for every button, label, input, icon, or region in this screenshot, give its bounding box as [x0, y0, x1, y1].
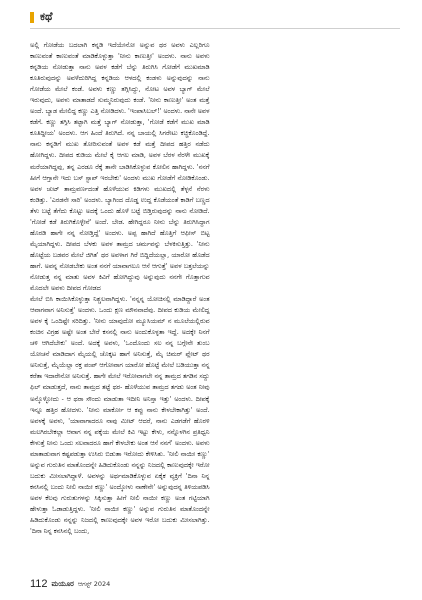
header-divider — [30, 28, 400, 29]
section-header — [30, 10, 53, 24]
section-marker — [30, 12, 34, 23]
story-paragraph: ಮೇಲೆ ಬಿಸಿ ಕಾಯಿಸಿಕೊಳ್ಳುತ್ತಾ ನಿಶ್ಚಲವಾಗಿದ್ದಳು. 'ನನ್ನನ್ನ ಯೋಚಿಸಲ್ಲಿ ಮಾಡಿದ್ದಾರೆ ಅಂತ ಆವಾಗವಾಗ ಅನಿಸುತ್ತೆ' ಅಂದಳು. ಒಂದು ಕ್ಷಣ ಮೌನವಾದೆವು. ದೀಪದ ಕುಡಿಯ ಮೇಲಿದ್ದ ಅವಳ ಕೈ ಒಂದಿಷ್ಟೇ ಸರಿದಿತ್ತು. 'ನೀನು ಯಾವುದೋ ಮ್ಯೂಸಿಯಮ್ ನ ಮೂಲೆಯಲ್ಲಿರುವ ಕಂಚಿನ ವಿಗ್ರಹ ಅಷ್ಟೇ ಅಂತ ಬೇರೆ ಕಸನಲ್ಲಿ ನಾನು ಅಂದುಕೊಳ್ಳತಾ ಇದ್ದೆ. ಅದಕ್ಕೇ ನಿನಗೆ ಚಳಿ ಆಗಿದೆಬೇಕು' ಅಂದೆ. ಅದಕ್ಕೆ ಅವಳು, 'ಒಂದೊಂದು ಸಲ ನನ್ನ ಬಗ್ಗೇನೇ ತುಂಬ ಯೋಚನೆ ಮಾಡಿದಾಗ ಮೈಯಲ್ಲಿ ಚೊಕ್ಕಟ ಹಾಗೆ ಅನಿಸುತ್ತೆ, ಮೈ ಚಿಮರ್ ಪ್ಲೇಟ್ ಥರ ಅನಿಸುತ್ತೆ, ಮೈಯೆಲ್ಲಾ ರಕ್ತ ಪಂಪ್ ಆಗೋವಾಗ ಯಾರೋ ಹೊಟ್ಟೆ ಮೇಲೆ ಬಡಿಯುತ್ತಾ ನನ್ನ ಕರೆತಾ ಇದಾರೇನೋ ಅನಿಸುತ್ತೆ. ಹಾಗೇ ಮೇಲೆ ಇರೋವಾಗಲೇ ನನ್ನ ತಾಮ್ರದ ತಗಡಿನ ಸದ್ದು ಫಿಲ್ ಮಾಡುತ್ತದೆ, ನಾನು ತಾಮ್ರದ ತಟ್ಟೆ ಥರ- ಹೊಳೆಯುವ ತಾಮ್ರದ ತಗಡು ಅಂತ ನೀವು ಅನ್ಕೊಳ್ಳೋದು - ಆ ಥರಾ ಸೌಂದು ಮಾಡುತಾ ಇದೀನಿ ಅನಿಸ್ತಾ ಇತ್ತು' ಅಂದಳು. ದೀಪಕ್ಕೆ ಇನ್ನೂ ಹತ್ತಿರ ಹೋದಳು. 'ನೀನು ಮಾರ್ಕೋ ಆ ಕಪ್ಪು ನಾನು ಕೇಳಬೇಕಾಗಿತ್ತು' ಅಂದೆ. ಅವಳಕ್ಕೆ ಅವಳು, 'ಯಾವಾಗಾದರೂ ನಾವು ಮೀಟ್ ಆದರೆ, ನಾನು ಎಡಗಡೆಗೆ ಹೊರಳಿ ಮಲಗಿರಬೇಕಲ್ಲಾ ಆವಾಗ ನನ್ನ ಪಕ್ಕೆಯ ಮೇಲೆ ಕಿವಿ ಇಟ್ಟು ಕೇಳು, ನನ್ನೊಳಗಿನ ಪ್ರತಿಧ್ವನಿ ಕೇಳುತ್ತೆ ನೀನು ಒಂದು ಸಲವಾದರೂ ಹಾಗೆ ಕೇಳಬೇಕು ಅಂತ ಆಸೆ ನನಗೆ' ಅಂದಳು. ಅವಳು ಮಾತಾಡುವಾಗ ಕಷ್ಟಪಡುತ್ತಾ ಉಸಿರು ಬಿಡುತಾ ಇರೋದು ಕೇಳಿಸಿತು. 'ನೀಲಿ ನಾಯೀ ಕಣ್ಣು' ಅನ್ನುವ ಗುರುತಿನ ಮಾತೊಂದನ್ನೇ ಹಿಡಿದುಕೊಂಡು ನನ್ನನ್ನು ನಿಜದಲ್ಲಿ ಕಾಣುವುದಕ್ಕೇ ಇರೋ ಬದುಕು ಮೀಸಲಾಗಿದ್ದಾಳೆ. ಅವಳನ್ನು ಅರ್ಥಮಾಡಿಕೊಳ್ಳುವ ಏಕೈಕ ವ್ಯಕ್ತಿಗೆ 'ದಿನಾ ನಿನ್ನ ಕನಸಿನಲ್ಲಿ ಬಂದು ನೀಲಿ ನಾಯೀ ಕಣ್ಣು' ಅಂದ್ಕೋಳು ನಾಣೇನೇ' ಅನ್ನುವುದನ್ನ ತಿಳಿಯಪಡಿಸಿ ಅವಳ ಕೆಲವು ಗುರುತುಗಳನ್ನು ಸಿಕ್ಕಿಸುತ್ತಾ ಹೀಗೆ ನೀಲಿ ನಾಯೀ ಕಣ್ಣು ಅಂತ ಗಟ್ಟಿಯಾಗಿ ಹೇಳುತ್ತಾ ಓಡಾಡುತ್ತಿದ್ದಳು. 'ನೀಲಿ ನಾಯೀ ಕಣ್ಣು' ಅನ್ನುವ ಗುರುತಿನ ಮಾತೊಂದನ್ನೇ ಹಿಡಿದುಕೊಂಡು ನನ್ನನ್ನು ನಿಜದಲ್ಲಿ ಕಾಣುವುದಕ್ಕೇ ಅವಳ ಇರೋ ಬದುಕು ಮೀಸಲಾಗಿತ್ತು. 'ದಿನಾ ನಿನ್ನ ಕನಸಿನಲ್ಲಿ ಬಂದು, — [30, 295, 210, 536]
page-footer — [30, 576, 110, 592]
story-paragraph: ಅಲ್ಲಿ ಗೋಡೆಯ ಬದಲಾಗಿ ಕನ್ನಡಿ ಇದೆಯೇನೋ ಅನ್ನುವ ಥರ ಅವಳು ಎಲ್ಲರಿಗೂ ಕಾಣುವಂತೆ ಕಾಣುವಂತೆ ಮಾಡಿಕೊಳ್ಳುತ್ತಾ 'ನೀನು ಕಾಣುತ್ತೀ' ಅಂದಳು. ನಾನು ಅವಳು ಕನ್ನಡಿಯ ನೋಡುತ್ತಾ ನಾನು ಅವಳ ಕಡೆಗೆ ಬೆನ್ನು ತಿರುಗಿಸಿ ಗೋಡೆಗೆ ಮುಖಮಾಡಿ ಕೂತಿರುವುದನ್ನು ಅವಳೆದುರಿಗಿದ್ದ ಕನ್ನಡಿಯ ಆಳದಲ್ಲಿ ಕಂಡಳು ಅನ್ನುವುದನ್ನು ನಾನು ಗೋಡೆಯ ಮೇಲೆ ಕಂಡೆ. ಅವಳು ಕಣ್ಣು ತಗ್ಗಿಸಿದ್ದು, ನೋಟ ಅವಳ ಬ್ಯಾಗ್ ಮೇಲೆ ಇರುವುದು, ಅವಳು ಮಾತಾಡದೆ ಸುಮ್ಮನಿರುವುದು ಕಂಡೆ. 'ನೀನು ಕಾಣುತ್ತೀ' ಅಂತ ಮತ್ತೆ ಅಂದೆ. ಬ್ಯಾಡ ಮೇಲಿದ್ದ ಕಣ್ಣು ಎತ್ತಿ ನೋಡಿದಳು. 'ಇಂಪಾಸಿಬಲ್!' ಅಂದಳು. ನಾನೇ ಅವಳ ಕಡೆಗೆ. ಕಣ್ಣು ತಗ್ಗಿಸಿ ತಟ್ಟಾಗಿ ಮತ್ತೆ ಬ್ಯಾಗ್ ನೋಡುತ್ತಾ, 'ಗೋಡೆ ಕಡೆಗೆ ಮುಖ ಮಾಡಿ ಕೂತಿದ್ದೀಯ' ಅಂದಳು. ಆಗ ಹಿಂದೆ ತಿರುಗಿದೆ. ನನ್ನ ಬಾಯಲ್ಲಿ ಸಿಗರೇಟು ಕಚ್ಚಿಕೊಂಡಿದ್ದೆ. ನಾನು ಕನ್ನಡಿಗೆ ಮುಖ ತೋರಿಸುವಂತೆ ಅವಳ ಕಡೆ ಮತ್ತೆ ದೀಪದ ಹತ್ತಿರ ನಡೆದು ಹೋಗಿದ್ದಳು. ದೀಪದ ಕುಡಿಯ ಮೇಲೆ ಕೈ ಆಗಲ ಮಾಡಿ, ಅವಳ ಬೆರಳ ನೆರಳೇ ಮುಖಕ್ಕೆ ಮರೆಯಾಗಿದ್ದವು, ತನ್ನ ಎರಡೂ ರೆಕ್ಕೆ ತಾನೇ ಬಾಡಿಸಿಕೊಳ್ಳುವ ಕೋಲಿನ ಹಾಗಿದ್ದಳು. 'ನನಗೆ ಹೀಗೆ ಆಗ್ತಾನೇ ಇದು ಬಸ್ ಸ್ಟಾಪ್ ಇರಬೇಕು' ಅಂದಳು ಮುಖ ಗೋಡೆಗೆ ನೋಡಿಕೊಂಡು. ಅವಳ ಚುಟ್ ತಾಮ್ರವರ್ಣದಂತೆ ಹೊಳೆಯುವ ಕಿಡಿಗಳು ಮುಖದಲ್ಲಿ ತೆಳ್ಳನೆ ನೆರಳು ಕಂಡಿತ್ತು. 'ಎರಡನೇ ಸಾರಿ' ಅಂದಳು. ಬ್ಯಾಗಿಂದ ದೊಡ್ಡ ಉದ್ದ ಕೊಡೆಯಂತೆ ಕಾಡಿಗೆ ಬಣ್ಣದ ತೆಳು ಬಟ್ಟೆ ತೆಗೆದು ಕೊಟ್ಟು ಅದಕ್ಕೆ ಒಂದು ಹೊಳೆ ಬಟ್ಟೆ ಬಿಡ್ತಿರುವುದನ್ನು ನಾನು ನೋಡಿದೆ. 'ಗೋಡೆ ಕಡೆ ತಿರುಗಿಕೊಳ್ಳೇನೆ' ಅಂದೆ. ಬೇಡ. ಹೇಗಿದ್ದರೂ ನೀನು ಬೆನ್ನು ತಿರುಗಿಸಿದ್ದಾಗ ಹೊರಡಿ ಹಾಗೇ ನನ್ನ ನೋಡ್ತಿದ್ದೆ' ಅಂದಳು. ಅಪ್ಪ ಹಾಗಿದೆ ಹೊತ್ತಿಗೆ ಆಫೀಸ್ ಬಿಟ್ಟ ಮೈಯಾಗಿದ್ದಳು. ದೀಪದ ಬೆಳಕು ಅವಳ ತಾಮ್ರದ ಚರ್ಮವನ್ನು ಬೆಳಕಿಸುತ್ತಿತ್ತು. 'ನೀನು ಹೊಟ್ಟೆಯ ಬಡವರ ಮೇಲೆ ಜಿಗಿತ' ಥರ ಅವಳಾಗ ಗಿರೆ ಬಿದ್ದಿದೆಯಲ್ಲಾ, ಯಾರೋ ಹೊಡೆದ ಹಾಗೆ. ಅವನ್ನ ನೋಡಬೇಕು ಅಂತ ನನಗೆ ಯಾವಾಗಲೂ ಆಸೆ ಆಗುತ್ತೆ' ಅವಳ ಬತ್ತಲೆಯನ್ನು ನೋಡುತ್ತ ನನ್ನ ಮಾತು ಅವಳ ಕಿವಿಗೆ ಹೋಗಿದ್ದುವು ಅನ್ನುವುದು ನನಗೇ ಗೊತ್ತಾಗುವ ಮೊದಲೇ ಅವಳು ದೀಪದ ಗೋಡದ — [30, 41, 210, 293]
page-number: 112 — [30, 578, 48, 590]
story-body — [30, 40, 401, 568]
magazine-name: ಮಯೂರ — [51, 579, 74, 588]
issue-date: ಆಗಸ್ಟ್ 2024 — [77, 579, 111, 588]
section-title: ಕಥೆ — [40, 10, 53, 23]
